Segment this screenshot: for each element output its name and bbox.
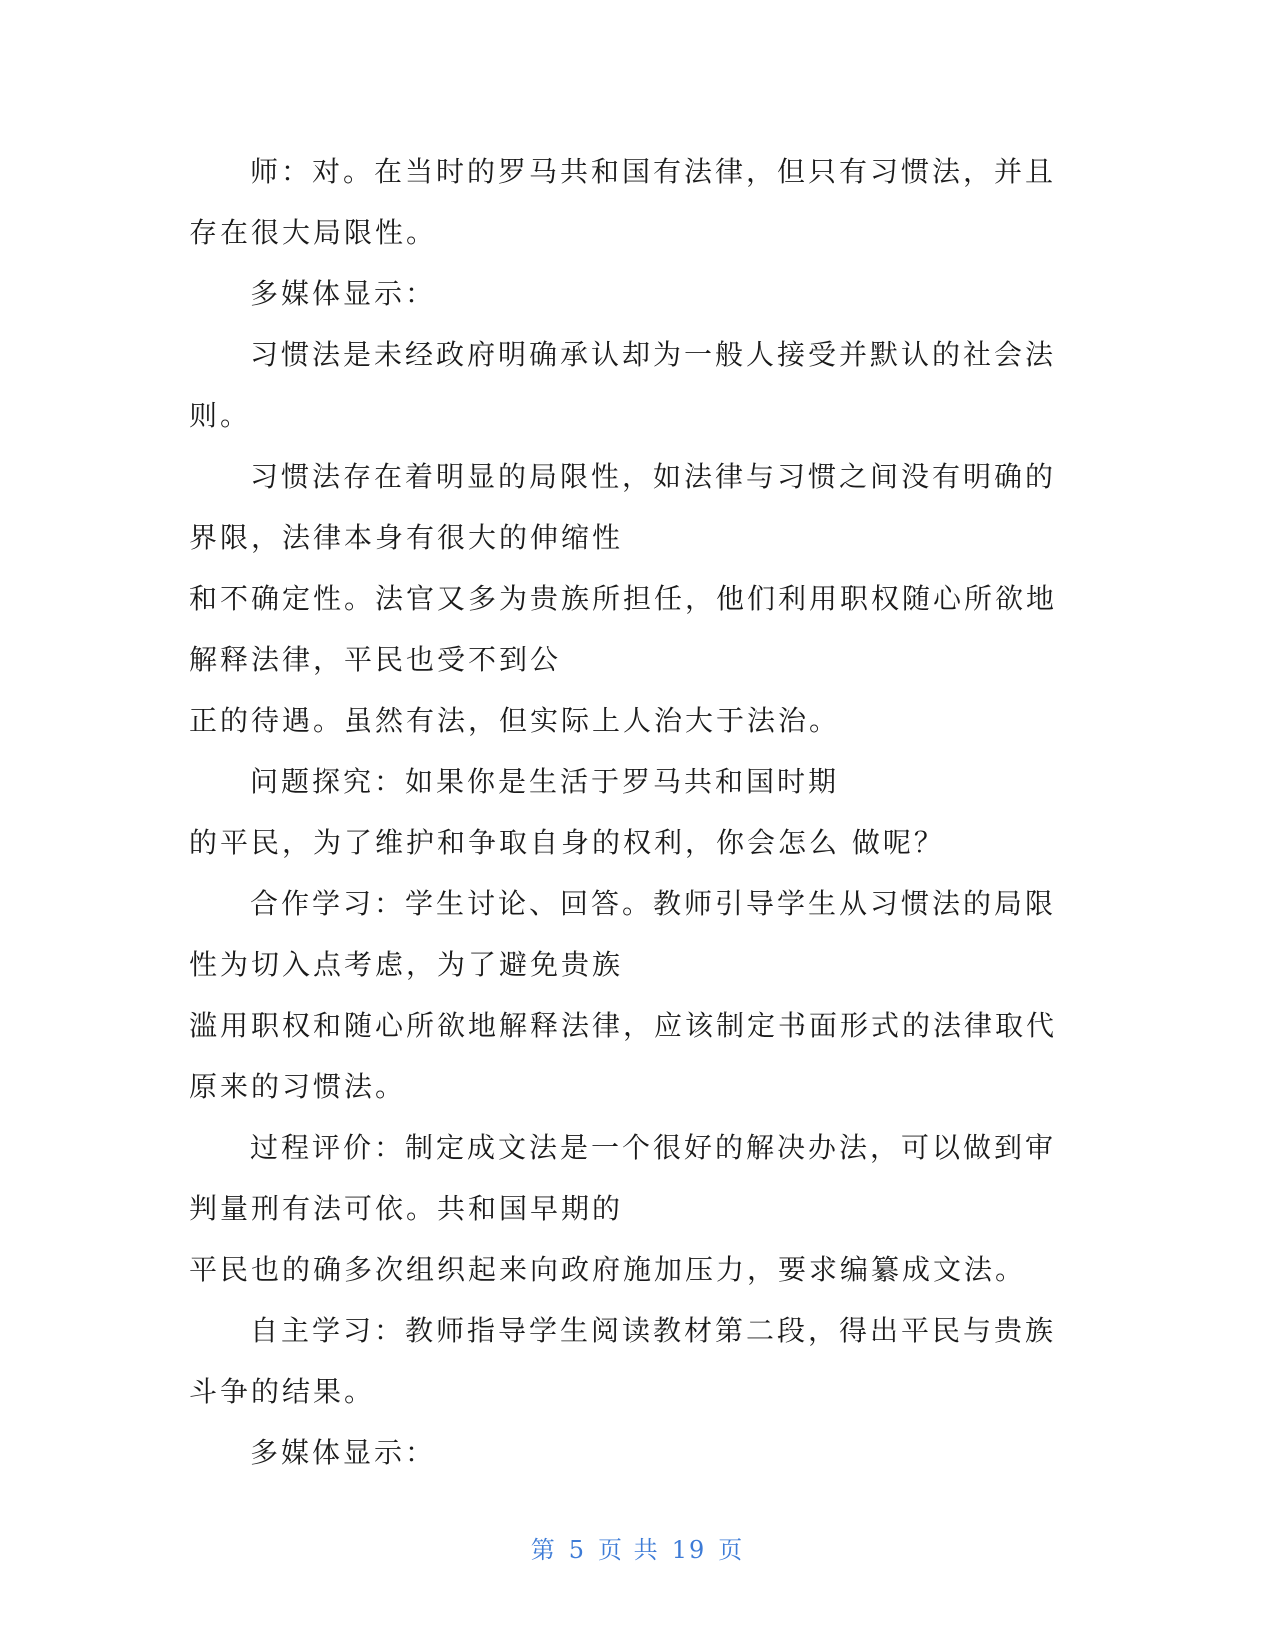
text-line: 存在很大局限性。 xyxy=(189,216,438,249)
text-line: 习惯法存在着明显的局限性，如法律与习惯之间没有明确的 xyxy=(250,460,1057,493)
footer-prefix: 第 xyxy=(530,1536,557,1564)
current-page-number: 5 xyxy=(568,1536,587,1564)
page-number-footer xyxy=(0,1530,1275,1565)
text-line: 性为切入点考虑，为了避免贵族 xyxy=(189,948,624,981)
text-line: 判量刑有法可依。共和国早期的 xyxy=(189,1192,624,1225)
footer-suffix: 页 xyxy=(718,1536,745,1564)
text-line: 滥用职权和随心所欲地解释法律，应该制定书面形式的法律取代 xyxy=(189,1009,1058,1042)
text-line: 多媒体显示： xyxy=(250,1436,437,1469)
text-line: 解释法律，平民也受不到公 xyxy=(189,643,562,676)
text-line: 师：对。在当时的罗马共和国有法律，但只有习惯法，并且 xyxy=(250,155,1057,188)
text-line: 合作学习：学生讨论、回答。教师引导学生从习惯法的局限 xyxy=(250,887,1057,920)
document-body xyxy=(189,141,1069,1483)
text-line: 自主学习：教师指导学生阅读教材第二段，得出平民与贵族 xyxy=(250,1314,1057,1347)
text-line: 的平民，为了维护和争取自身的权利，你会怎么 做呢？ xyxy=(189,826,945,859)
text-line: 斗争的结果。 xyxy=(189,1375,376,1408)
text-line: 和不确定性。法官又多为贵族所担任，他们利用职权随心所欲地 xyxy=(189,582,1058,615)
text-line: 平民也的确多次组织起来向政府施加压力，要求编纂成文法。 xyxy=(189,1253,1027,1286)
total-page-count: 19 xyxy=(671,1536,707,1564)
footer-middle: 页 共 xyxy=(598,1536,660,1564)
text-line: 多媒体显示： xyxy=(250,277,437,310)
text-line: 问题探究：如果你是生活于罗马共和国时期 xyxy=(250,765,840,798)
text-line: 正的待遇。虽然有法，但实际上人治大于法治。 xyxy=(189,704,841,737)
text-line: 习惯法是未经政府明确承认却为一般人接受并默认的社会法 xyxy=(250,338,1057,371)
text-line: 界限，法律本身有很大的伸缩性 xyxy=(189,521,624,554)
text-line: 过程评价：制定成文法是一个很好的解决办法，可以做到审 xyxy=(250,1131,1057,1164)
text-line: 则。 xyxy=(189,399,252,432)
text-line: 原来的习惯法。 xyxy=(189,1070,407,1103)
